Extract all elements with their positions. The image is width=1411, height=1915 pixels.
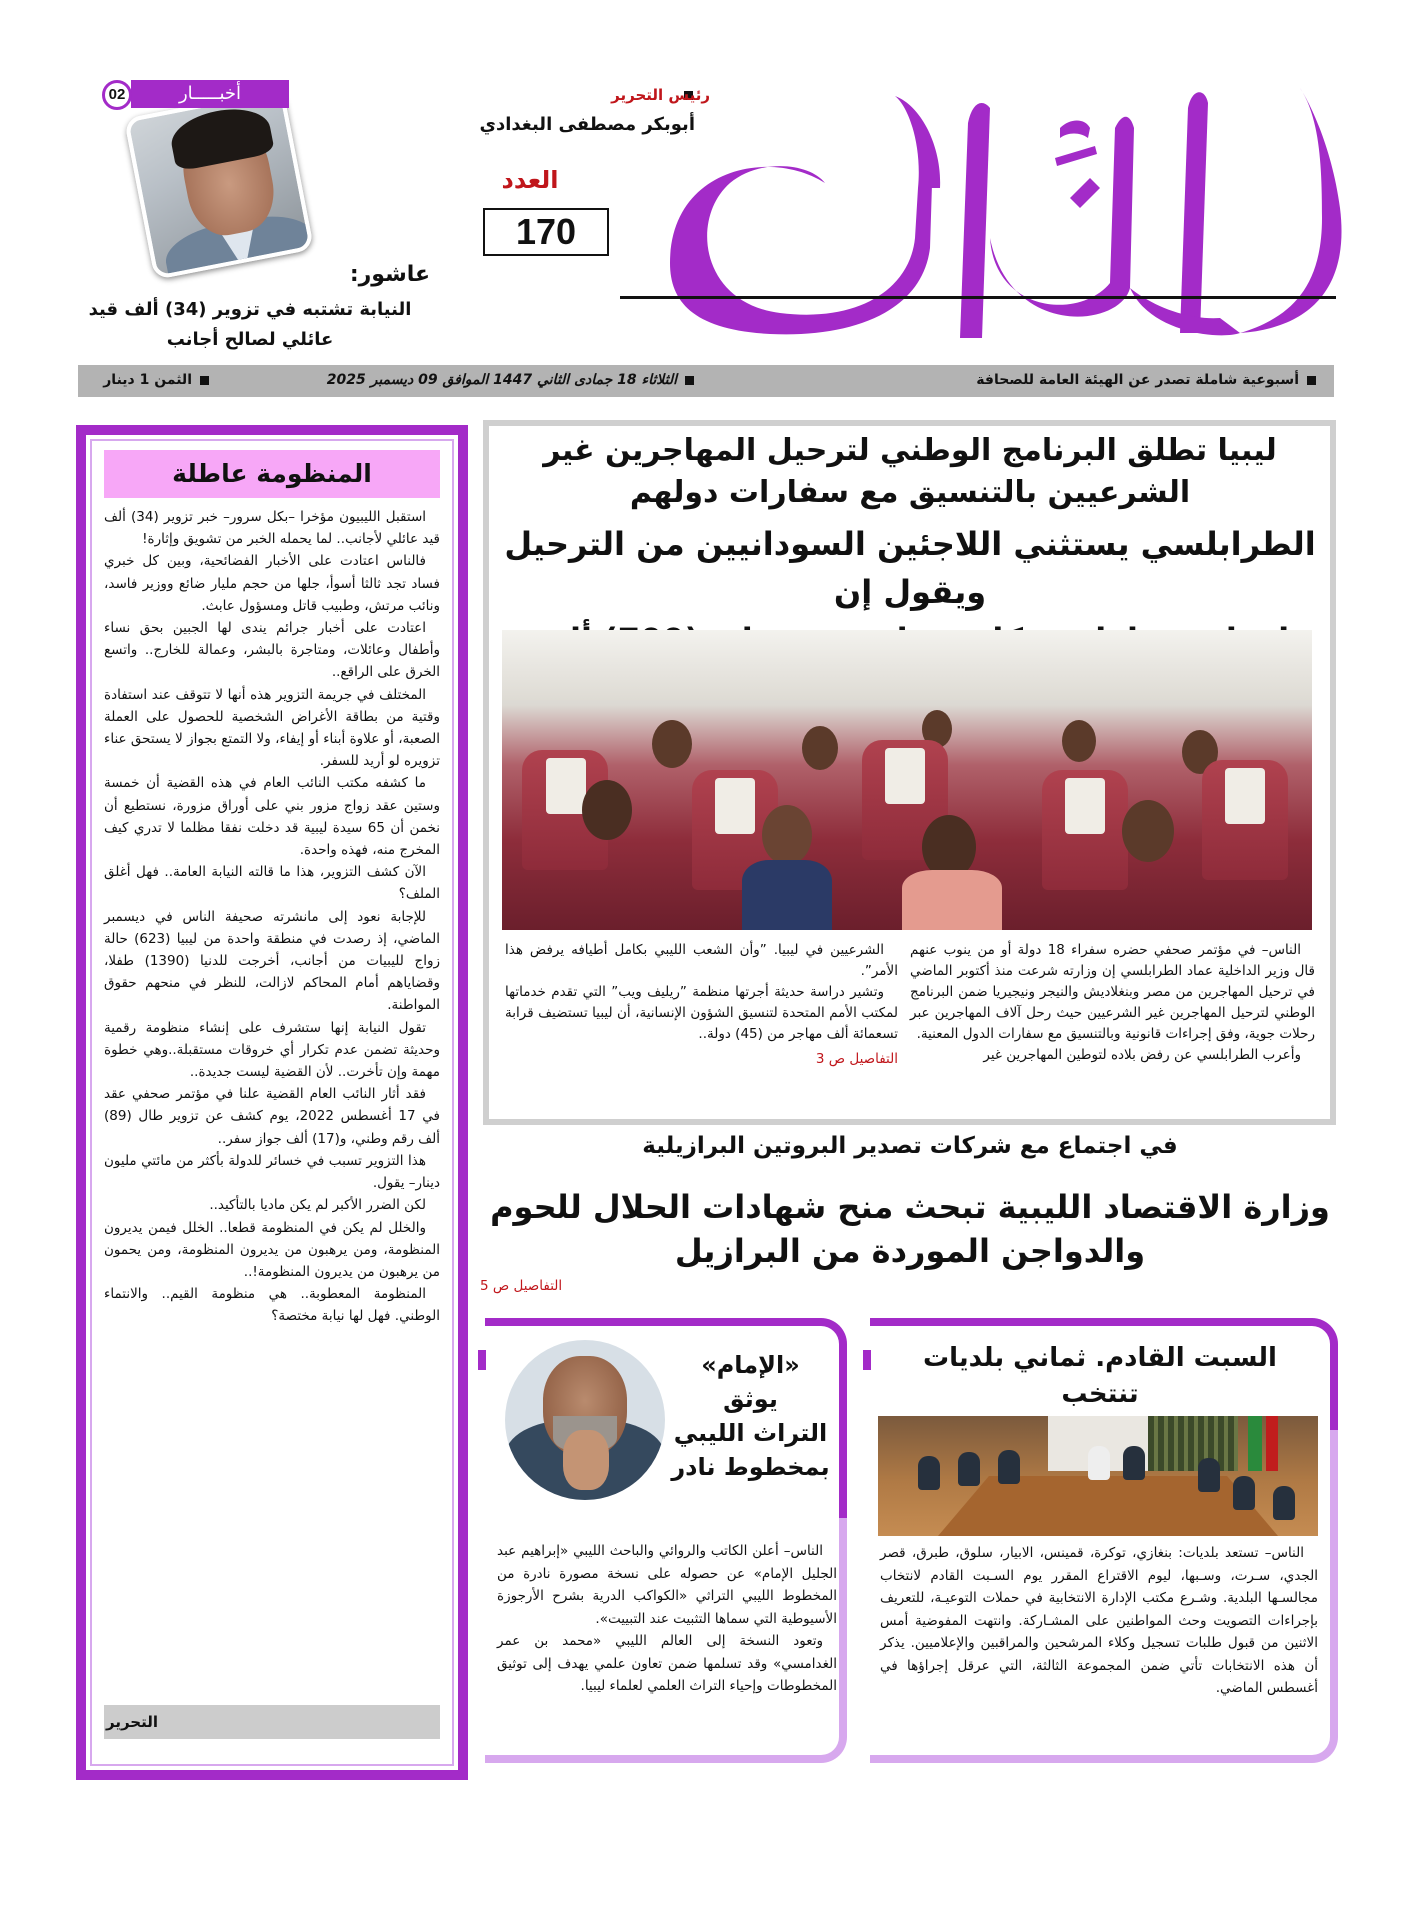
bullet-square-icon [1307,376,1316,385]
bullet-square-icon [685,376,694,385]
issue-date-text: الثلاثاء 18 جمادى الثاني 1447 الموافق 09 ديسمبر 2025 [326,372,677,388]
editorial-paragraph: لكن الضرر الأكبر لم يكن ماديا بالتأكيد.. [209,1197,426,1214]
ashour-photo [124,88,314,280]
editorial-paragraph: والخلل لم يكن في المنظومة قطعا.. الخلل فيمن يديرون المنظومة، ومن يرهبون من يديرون المنظومة، ومن يحمون من يرهبون من يديرون المنظومة!.. [104,1219,440,1280]
masthead-divider [620,296,1336,299]
issue-number: 170 [483,208,609,256]
section-tag-news: أخبـــــار [131,80,289,108]
editorial-paragraph: فالناس اعتادت على الأخبار الفضائحية، وبين كل خبري فساد تجد ثالثا أسوأ، جلها من حجم مليار ضائع ووزير فاسد، ونائب مرتش، وطبيب قاتل ومسؤول عابث. [104,553,440,614]
issue-label: العدد [501,166,559,194]
lead-kicker-line2: الشرعيين بالتنسيق مع سفارات دولهم [629,475,1191,510]
municipal-story-body [880,1542,1318,1700]
heritage-paragraph: وتعود النسخة إلى العالم الليبي «محمد بن عمر الغدامسي» وقد تسلمها ضمن تعاون علمي يهدف إلى توثيق المخطوطات وإحياء التراث العلمي لعلماء ليبيا. [497,1633,837,1694]
heritage-story-body [497,1540,837,1698]
lead-paragraph: الناس– في مؤتمر صحفي حضره سفراء 18 دولة أو من ينوب عنهم قال وزير الداخلية عماد الطرابلسي إن وزارته شرعت منذ أكتوبر الماضي في ترحيل المهاجرين من مصر وبنغلاديش والنيجر ونيجيريا ضمن البرنامج الوطني لترحيل المهاجرين غير الشرعيين حيث رحل آلاف المهاجرين عبر رحلات جوية، وفق إجراءات قانونية وبالتنسيق مع سفارات الدول المعنية. [910,942,1315,1042]
second-headline-line1: وزارة الاقتصاد الليبية تبحث منح شهادات الحلال للحوم [490,1188,1330,1226]
second-headline-line2: والدواجن الموردة من البرازيل [674,1232,1146,1270]
bullet-square-icon [200,376,209,385]
tagline [976,372,1316,388]
second-story-details-link[interactable]: التفاصيل ص 5 [480,1278,563,1294]
box-corner-mark [478,1350,486,1370]
editorial-paragraph: استقبل الليبيون مؤخرا –بكل سرور– خبر تزوير (34) ألف قيد عائلي لأجانب.. لما يحمله الخبر من تشويق وإثارة! [104,509,440,548]
heritage-headline-line1: «الإمام» [701,1351,800,1379]
editorial-paragraph: المنظومة المعطوبة.. هي منظومة القيم.. والانتماء الوطني. فهل لها نيابة مختصة؟ [104,1286,440,1325]
heritage-headline-line4: بمخطوط نادر [671,1453,830,1481]
editor-in-chief-name: أبوبكر مصطفى البغدادي [479,114,695,135]
box-corner-mark [863,1350,871,1370]
lead-story-body-right [910,940,1315,1066]
editorial-paragraph: اعتادت على أخبار جرائم يندى لها الجبين بحق نساء وأطفال وعائلات، ومتاجرة بالبشر، وعمالة للخارج.. واتسع الخرق على الراقع.. [104,620,440,681]
newspaper-logo [660,88,1350,338]
editorial-paragraph: الآن كشف التزوير، هذا ما قالته النيابة العامة.. فهل أغلق الملف؟ [104,864,440,903]
logo-calligraphy-icon [660,88,1350,338]
editorial-paragraph: فقد أثار النائب العام القضية علنا في مؤتمر صحفي عقد في 17 أغسطس 2022، يوم كشف عن تزوير طال (89) ألف رقم وطني، و(17) ألف جواز سفر.. [104,1086,440,1147]
price-text: الثمن 1 دينار [103,372,192,388]
teaser-headline[interactable] [80,295,420,355]
second-story-headline[interactable] [490,1185,1330,1273]
editorial-paragraph: هذا التزوير تسبب في خسائر للدولة بأكثر من مائتي مليون دينار– يقول. [104,1152,440,1192]
airplane-passengers-photo [502,630,1312,930]
teaser-headline-line1: النيابة تشتبه في تزوير (34) ألف قيد [88,299,412,320]
teaser-name: عاشور: [349,262,430,287]
editor-in-chief-label: رئيس التحرير [611,86,710,104]
heritage-headline-line3: التراث الليبي [673,1419,828,1447]
date-bar [78,365,1334,397]
editorial-paragraph: للإجابة نعود إلى مانشرته صحيفة الناس في ديسمبر الماضي، إذ رصدت في منطقة واحدة من ليبيا (623) حالة زواج لليبيات من أجانب، أخرجت للدنيا (1390) طفلا، وقضاياهم أمام المحاكم لازالت، للنظر في منحهم حقوق المواطنة. [104,908,441,1014]
municipal-paragraph: الناس– تستعد بلديات: بنغازي، توكرة، قمينس، الابيار، سلوق، طبرق، قصر الجدي، سـرت، وسـبها، ليوم الاقتراع المقرر يوم السـبت القادم لانتخاب مجالسـها البلدية. وشـرع مكتب الإدارة الانتخابية في حملات التوعيـة، للتعريف بإجراءات التصويت وحث المواطنين على المشـاركة. وانتهت المفوضية أمس الاثنين من قبول طلبات تسجيل وكلاء المرشحين والمراقبين والإعلاميين. يذكر أن هذه الانتخابات تأتي ضمن المجموعة الثالثة، التي عرقل إجراؤها في أغسطس الماضي. [880,1545,1318,1696]
page-number-badge: 02 [102,80,132,110]
municipal-headline-line1: السبت القادم. ثماني بلديات تنتخب [923,1343,1277,1409]
lead-story-kicker [500,430,1320,514]
lead-paragraph: وتشير دراسة حديثة أجرتها منظمة ”ريليف ويب” التي تقدم خدماتها لمكتب الأمم المتحدة لتنسيق الشؤون الإنسانية، أن ليبيا تستضيف قرابة تسعمائة ألف مهاجر من (45) دولة.. [505,984,898,1042]
second-story-kicker: في اجتماع مع شركات تصدير البروتين البرازيلية [642,1133,1178,1159]
editorial-paragraph: المختلف في جريمة التزوير هذه أنها لا تتوقف عند استفادة وقتية من بطاقة الأغراض الشخصية للحصول على العملة الصعبة، أو علاوة أبناء أو إيفاء، ولا التمتع بجواز لا يستحق عناء تزويره لو أريد للسفر. [104,686,440,770]
price [103,372,209,388]
editorial-signature: التحرير [104,1705,440,1739]
meeting-room-photo [878,1416,1318,1536]
heritage-headline-line2: يوثق [723,1385,778,1413]
editorial-paragraph: تقول النيابة إنها ستشرف على إنشاء منظومة رقمية وحديثة تضمن عدم تكرار أي خروقات مستقبلة..وهي خطوة مهمة وإن تأخرت.. لأن القضية ليست جديدة.. [104,1019,440,1081]
lead-paragraph: وأعرب الطرابلسي عن رفض بلاده لتوطين المهاجرين غير [983,1047,1301,1063]
lead-details-link[interactable]: التفاصيل ص 3 [815,1051,898,1067]
editorial-body [104,506,440,1328]
lead-headline-line1: الطرابلسي يستثني اللاجئين السودانيين من الترحيل ويقول إن [504,525,1316,611]
editorial-paragraph: ما كشفه مكتب النائب العام في هذه القضية أن خمسة وستين عقد زواج مزور بني على أوراق مزورة، نستطيع أن نخمن أن 65 سيدة ليبية قد دخلت نفقا مظلما لا تدري كيف المخرج منه، فهذه واحدة. [104,775,440,859]
author-portrait-photo [505,1340,665,1500]
heritage-paragraph: الناس– أعلن الكاتب والروائي والباحث الليبي «إبراهيم عبد الجليل الإمام» عن حصوله على نسخة مصورة نادرة من المخطوط الليبي التراثي «الكواكب الدرية بشرح الأرجوزة الأسيوطية التي سماها التثبيت عند التبييت». [497,1543,837,1627]
heritage-story-headline[interactable] [668,1348,833,1484]
tagline-text: أسبوعية شاملة تصدر عن الهيئة العامة للصحافة [976,372,1299,388]
issue-date [327,372,694,388]
editorial-title: المنظومة عاطلة [104,450,440,498]
teaser-headline-line2: عائلي لصالح أجانب [166,329,334,350]
lead-kicker-line1: ليبيا تطلق البرنامج الوطني لترحيل المهاجرين غير [543,433,1277,468]
lead-story-body-left [505,940,898,1070]
lead-paragraph: الشرعيين في ليبيا. ”وأن الشعب الليبي بكامل أطيافه يرفض هذا الأمر”. [505,942,898,979]
